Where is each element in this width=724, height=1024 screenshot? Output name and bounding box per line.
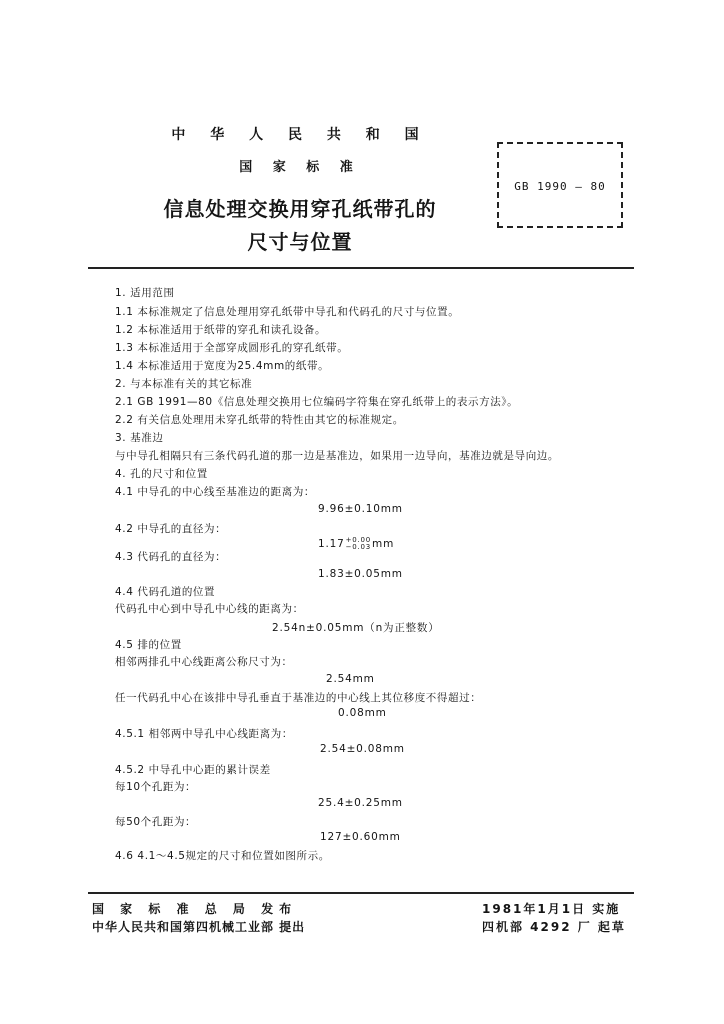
value-4-5-a: 2.54mm	[326, 673, 375, 685]
clause-4-5-1: 4.5.1 相邻两中导孔中心线距离为：	[115, 728, 293, 740]
value-4-5-2-a: 25.4±0.25mm	[318, 797, 403, 809]
value-4-2-tolerance	[346, 537, 371, 551]
value-4-1: 9.96±0.10mm	[318, 503, 403, 515]
document-title-line-2: 尺寸与位置	[247, 230, 353, 254]
section-3-heading: 3. 基准边	[115, 432, 164, 444]
national-standard-heading: 国 家 标 准	[239, 160, 361, 175]
header-divider	[88, 267, 634, 269]
value-4-2-upper: +0.00	[345, 536, 372, 544]
value-4-4: 2.54n±0.05mm（n为正整数）	[272, 622, 440, 634]
clause-1-2: 1.2 本标准适用于纸带的穿孔和读孔设备。	[115, 324, 327, 336]
clause-3-text: 与中导孔相隔只有三条代码孔道的那一边是基准边，如果用一边导向，基准边就是导向边。	[115, 450, 559, 462]
clause-2-1: 2.1 GB 1991—80《信息处理交换用七位编码字符集在穿孔纸带上的表示方法》。	[115, 396, 519, 408]
clause-4-4: 4.4 代码孔道的位置	[115, 586, 216, 598]
clause-1-3: 1.3 本标准适用于全部穿成圆形孔的穿孔纸带。	[115, 342, 349, 354]
drafter: 四机部 4292 厂 起草	[482, 920, 626, 934]
standard-code-box	[497, 142, 623, 228]
clause-4-5-2-per-50: 每50个孔距为：	[115, 816, 197, 828]
value-4-2-unit: mm	[372, 538, 395, 550]
issuer: 国 家 标 准 总 局 发布	[92, 902, 298, 916]
value-4-2	[318, 537, 394, 551]
standard-code: GB 1990 — 80	[514, 180, 606, 193]
clause-4-1: 4.1 中导孔的中心线至基准边的距离为：	[115, 486, 316, 498]
country-heading: 中 华 人 民 共 和 国	[171, 127, 429, 143]
clause-4-6: 4.6 4.1～4.5规定的尺寸和位置如图所示。	[115, 850, 330, 862]
value-4-5-1: 2.54±0.08mm	[320, 743, 405, 755]
proposer: 中华人民共和国第四机械工业部 提出	[92, 920, 306, 934]
clause-1-4: 1.4 本标准适用于宽度为25.4mm的纸带。	[115, 360, 330, 372]
clause-4-5: 4.5 排的位置	[115, 639, 182, 651]
effective-date: 1981年1月1日 实施	[482, 902, 621, 916]
value-4-5-2-b: 127±0.60mm	[320, 831, 401, 843]
clause-4-2: 4.2 中导孔的直径为：	[115, 523, 227, 535]
section-4-heading: 4. 孔的尺寸和位置	[115, 468, 208, 480]
value-4-5-b: 0.08mm	[338, 707, 387, 719]
value-4-2-lower: −0.03	[345, 543, 372, 551]
clause-4-5-text-b: 任一代码孔中心在该排中导孔垂直于基准边的中心线上其位移度不得超过：	[115, 692, 482, 704]
section-1-heading: 1. 适用范围	[115, 287, 175, 299]
clause-4-5-2: 4.5.2 中导孔中心距的累计误差	[115, 764, 271, 776]
footer-divider	[88, 892, 634, 894]
section-2-heading: 2. 与本标准有关的其它标准	[115, 378, 253, 390]
clause-4-3: 4.3 代码孔的直径为：	[115, 551, 227, 563]
document-title-line-1: 信息处理交换用穿孔纸带孔的	[163, 197, 437, 221]
value-4-3: 1.83±0.05mm	[318, 568, 403, 580]
clause-4-5-text-a: 相邻两排孔中心线距离公称尺寸为：	[115, 656, 293, 668]
clause-1-1: 1.1 本标准规定了信息处理用穿孔纸带中导孔和代码孔的尺寸与位置。	[115, 306, 460, 318]
clause-4-5-2-per-10: 每10个孔距为：	[115, 781, 197, 793]
value-4-2-base: 1.17	[318, 538, 345, 550]
clause-2-2: 2.2 有关信息处理用未穿孔纸带的特性由其它的标准规定。	[115, 414, 404, 426]
clause-4-4-text: 代码孔中心到中导孔中心线的距离为：	[115, 603, 304, 615]
